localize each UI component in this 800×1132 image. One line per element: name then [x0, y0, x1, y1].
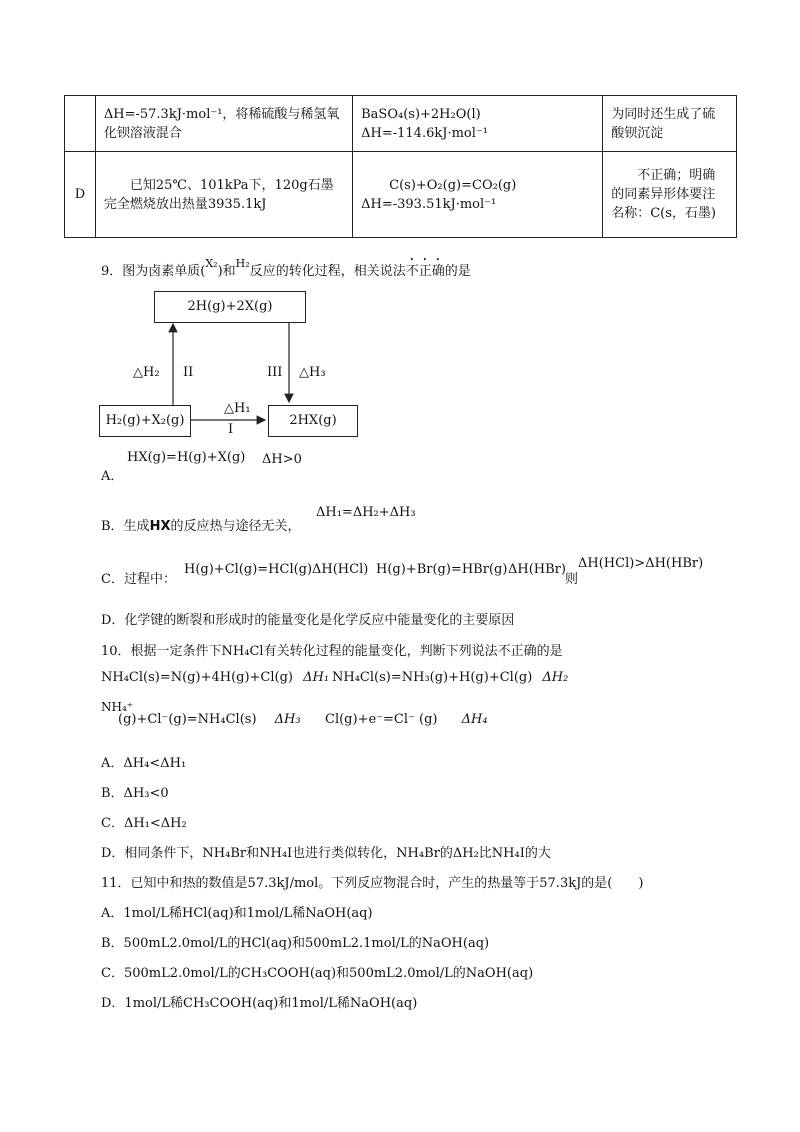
q11-option-d: D．1mol/L稀CH₃COOH(aq)和1mol/L稀NaOH(aq) [101, 996, 418, 1011]
enthalpy-line: ΔH=-393.51kJ·mol⁻¹ [361, 196, 497, 212]
equation-1: NH₄Cl(s)=N(g)+4H(g)+Cl(g) [101, 670, 294, 685]
label-dh3: △H₃ [299, 365, 326, 380]
option-a-equation: HX(g)=H(g)+X(g) [127, 450, 246, 465]
table-cell-condition: 已知25℃、101kPa下，120g石墨完全燃烧放出热量3935.1kJ [95, 152, 352, 238]
table-cell-label: D [65, 152, 96, 238]
equation-line: C(s)+O₂(g)=CO₂(g) [389, 177, 517, 193]
option-c-eq1: H(g)+Cl(g)=HCl(g) [184, 562, 313, 577]
q11-option-c: C．500mL2.0mol/L的CH₃COOH(aq)和500mL2.0mol/L的NaOH(aq) [101, 966, 534, 981]
diagram-right-box: 2HX(g) [268, 405, 358, 437]
option-b-text [101, 515, 300, 534]
formula-h2: H₂ [235, 257, 250, 270]
option-b-body: 的反应热与途径无关， [170, 519, 301, 534]
label-dh2: △H₂ [133, 365, 160, 380]
stem-part: )和 [217, 264, 236, 279]
option-b-label: B．生成 [101, 519, 150, 534]
enthalpy-4: ΔH₄ [461, 712, 488, 727]
table-cell-judgement: 不正确；明确的同素异形体要注名称：C(s，石墨) [603, 152, 737, 238]
diagram-arrows [0, 0, 800, 460]
equation-row-2 [332, 670, 568, 685]
emphasis-text: 不正确 [405, 264, 445, 279]
equation-row-1 [101, 670, 329, 685]
diagram-left-box: H₂(g)+X₂(g) [99, 405, 191, 437]
option-c-then: 则 [565, 572, 579, 587]
formula-x2: X₂ [205, 257, 218, 270]
table-cell-equation: BaSO₄(s)+2H₂O(l) ΔH=-114.6kJ·mol⁻¹ [353, 96, 603, 152]
ion-formula: NH₄⁺ [101, 700, 134, 714]
option-a-enthalpy: ΔH>0 [262, 452, 302, 467]
option-c-dh2: ΔH(HBr) [508, 562, 566, 577]
option-a-label: A． [101, 469, 124, 484]
equation-2: NH₄Cl(s)=NH₃(g)+H(g)+Cl(g) [332, 670, 533, 685]
stem-part: 的是 [444, 264, 471, 279]
option-c-eq2: H(g)+Br(g)=HBr(g) [376, 562, 508, 577]
equation-3: (g)+Cl⁻(g)=NH₄Cl(s) [118, 712, 257, 727]
option-c-dh1: ΔH(HCl) [312, 562, 369, 577]
equation-row-4 [325, 712, 488, 727]
table-cell-judgement: 为同时还生成了硫酸钡沉淀 [603, 96, 737, 152]
question-11-stem: 11．已知中和热的数值是57.3kJ/mol。下列反应物混合时，产生的热量等于57.3kJ的是( ) [101, 876, 644, 891]
enthalpy-3: ΔH₃ [274, 712, 301, 727]
stem-part: 9．图为卤素单质( [101, 264, 206, 279]
label-dh1: △H₁ [224, 401, 251, 416]
diagram-top-box: 2H(g)+2X(g) [154, 291, 306, 323]
q10-option-d: D．相同条件下，NH₄Br和NH₄I也进行类似转化，NH₄Br的ΔH₂比NH₄I的大 [101, 846, 551, 861]
q10-option-c: C．ΔH₁<ΔH₂ [101, 816, 187, 831]
option-d-text: D．化学键的断裂和形成时的能量变化是化学反应中能量变化的主要原因 [101, 613, 515, 628]
label-path-ii: II [183, 365, 194, 380]
question-10-stem: 10．根据一定条件下NH₄Cl有关转化过程的能量变化，判断下列说法不正确的是 [101, 644, 563, 659]
table-cell-condition: ΔH=-57.3kJ·mol⁻¹，将稀硫酸与稀氢氧化钡溶液混合 [95, 96, 352, 152]
stem-part: 反应的转化过程，相关说法 [249, 264, 406, 279]
q11-option-a: A．1mol/L稀HCl(aq)和1mol/L稀NaOH(aq) [101, 906, 373, 921]
option-c-label: C．过程中： [101, 572, 176, 587]
label-path-iii: III [267, 365, 283, 380]
enthalpy-1: ΔH₁ [303, 670, 330, 685]
formula-hx: HX [149, 519, 171, 534]
option-b-equation: ΔH₁=ΔH₂+ΔH₃ [316, 505, 416, 520]
q10-option-b: B．ΔH₃<0 [101, 786, 169, 801]
equation-row-3 [118, 712, 301, 727]
q10-option-a: A．ΔH₄<ΔH₁ [101, 756, 187, 771]
label-path-i: I [228, 422, 234, 437]
equation-4: Cl(g)+e⁻=Cl⁻ (g) [325, 712, 438, 727]
enthalpy-2: ΔH₂ [542, 670, 569, 685]
option-c-result: ΔH(HCl)>ΔH(HBr) [578, 556, 704, 571]
q11-option-b: B．500mL2.0mol/L的HCl(aq)和500mL2.1mol/L的NaOH(aq) [101, 936, 490, 951]
